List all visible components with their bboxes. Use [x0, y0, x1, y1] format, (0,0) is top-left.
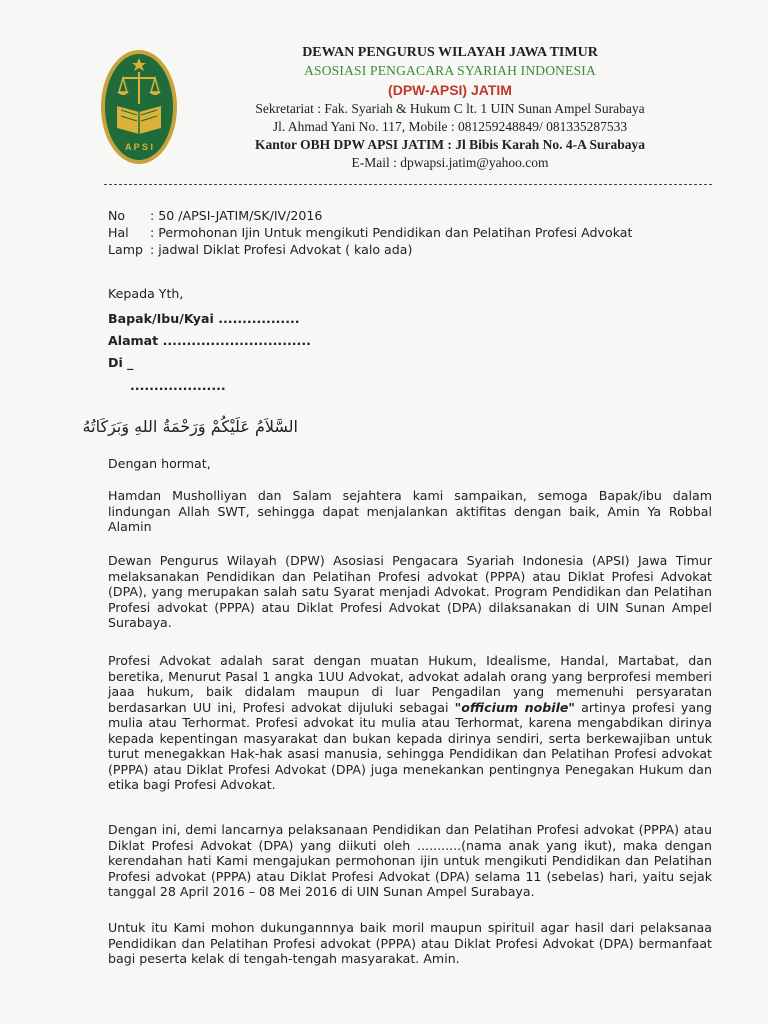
recipient-city-blank: .................... — [130, 378, 226, 393]
hal-value: : Permohonan Ijin Untuk mengikuti Pendidikan dan Pelatihan Profesi Advokat — [150, 225, 633, 240]
recipient-city: Di _ — [108, 355, 134, 370]
org-abbrev: (DPW-APSI) JATIM — [388, 82, 512, 98]
no-label: No — [108, 208, 126, 223]
letter-meta — [108, 207, 632, 258]
email: E-Mail : dpwapsi.jatim@yahoo.com — [351, 155, 549, 170]
paragraph-1: Hamdan Musholliyan dan Salam sejahtera kami sampaikan, semoga Bapak/ibu dalam lindungan Allah SWT, sehingga dapat menjalankan aktifitas dengan baik, Amin Ya Robbal Alamin — [108, 488, 712, 534]
no-value: : 50 /APSI-JATIM/SK/IV/2016 — [150, 208, 323, 223]
obh-office: Kantor OBH DPW APSI JATIM : Jl Bibis Karah No. 4-A Surabaya — [254, 137, 646, 152]
org-subtitle: ASOSIASI PENGACARA SYARIAH INDONESIA — [304, 63, 596, 78]
paragraph-2: Dewan Pengurus Wilayah (DPW) Asosiasi Pengacara Syariah Indonesia (APSI) Jawa Timur melaksanakan Pendidikan dan Pelatihan Profesi advokat (PPPA) atau Diklat Profesi Advokat (DPA), yang merupakan salah satu Syarat menjadi Advokat. Program Pendidikan dan Pelatihan Profesi advokat (PPPA) atau Diklat Profesi Advokat (DPA) dilaksanakan di UIN Sunan Ampel Surabaya. — [108, 553, 712, 630]
recipient-name: Bapak/Ibu/Kyai ................. — [108, 311, 300, 326]
lamp-label: Lamp — [108, 242, 143, 257]
apsi-logo-icon — [99, 48, 179, 166]
street-address: Jl. Ahmad Yani No. 117, Mobile : 081259248849/ 081335287533 — [272, 119, 628, 134]
recipient-greeting: Kepada Yth, — [108, 286, 184, 301]
paragraph-4: Dengan ini, demi lancarnya pelaksanaan Pendidikan dan Pelatihan Profesi advokat (PPPA) atau Diklat Profesi Advokat (DPA) yang diikuti oleh ...........(nama anak yang ikut), maka dengan kerendahan hati Kami mengajukan permohonan ijin untuk mengikuti Pendidikan dan Pelatihan Profesi advokat (PPPA) atau Diklat Profesi Advokat (DPA) selama 11 (sebelas) hari, yaitu sejak tanggal 28 April 2016 – 08 Mei 2016 di UIN Sunan Ampel Surabaya. — [108, 822, 712, 899]
recipient-address: Alamat ............................... — [108, 333, 311, 348]
lamp-value: : jadwal Diklat Profesi Advokat ( kalo ada) — [150, 242, 413, 257]
paragraph-3-a: Profesi Advokat adalah sarat dengan muatan Hukum, Idealisme, Handal, Martabat, dan beretika, Menurut Pasal 1 angka 1UU Advokat, advokat adalah orang yang berprofesi memberi jaaa hukum, baik didalam maupun di luar Pengadilan yang memenuhi persyaratan berdasarkan UU ini, Profesi advokat dijuluki sebagai — [108, 653, 712, 715]
org-title: DEWAN PENGURUS WILAYAH JAWA TIMUR — [302, 45, 598, 60]
salam-arabic: السَّلاَمُ عَلَيْكُمْ وَرَحْمَةُ اللهِ وَبَرَكَاتُهُ — [82, 417, 298, 436]
secretariat-address: Sekretariat : Fak. Syariah & Hukum C lt. 1 UIN Sunan Ampel Surabaya — [255, 101, 645, 116]
logo-text: A P S I — [124, 142, 154, 152]
paragraph-5: Untuk itu Kami mohon dukungannnya baik moril maupun spirituil agar hasil dari pelaksanaa Pendidikan dan Pelatihan Profesi advokat (PPPA) atau Diklat Profesi Advokat (DPA) bermanfaat bagi peserta kelak di tengah-tengah masyarakat. Amin. — [108, 920, 712, 966]
hal-label: Hal — [108, 225, 129, 240]
paragraph-3-b: artinya profesi yang mulia atau Terhormat. Profesi advokat itu mulia atau Terhormat, karena mengabdikan dirinya kepada kepentingan masyarakat dan bukan kepada dirinya sendiri, serta berkewajiban untuk turut menegakkan Hak-hak asasi manusia, sehingga Pendidikan dan Pelatihan Profesi advokat (PPPA) atau Diklat Profesi Advokat (DPA) juga menekankan pentingnya Penegakan Hukum dan etika bagi Profesi Advokat. — [108, 699, 713, 792]
officium-nobile: "officium nobile" — [454, 699, 575, 715]
opening-greeting: Dengan hormat, — [108, 456, 211, 471]
letterhead — [200, 44, 700, 172]
paragraph-3 — [108, 653, 712, 793]
header-divider — [104, 184, 712, 185]
